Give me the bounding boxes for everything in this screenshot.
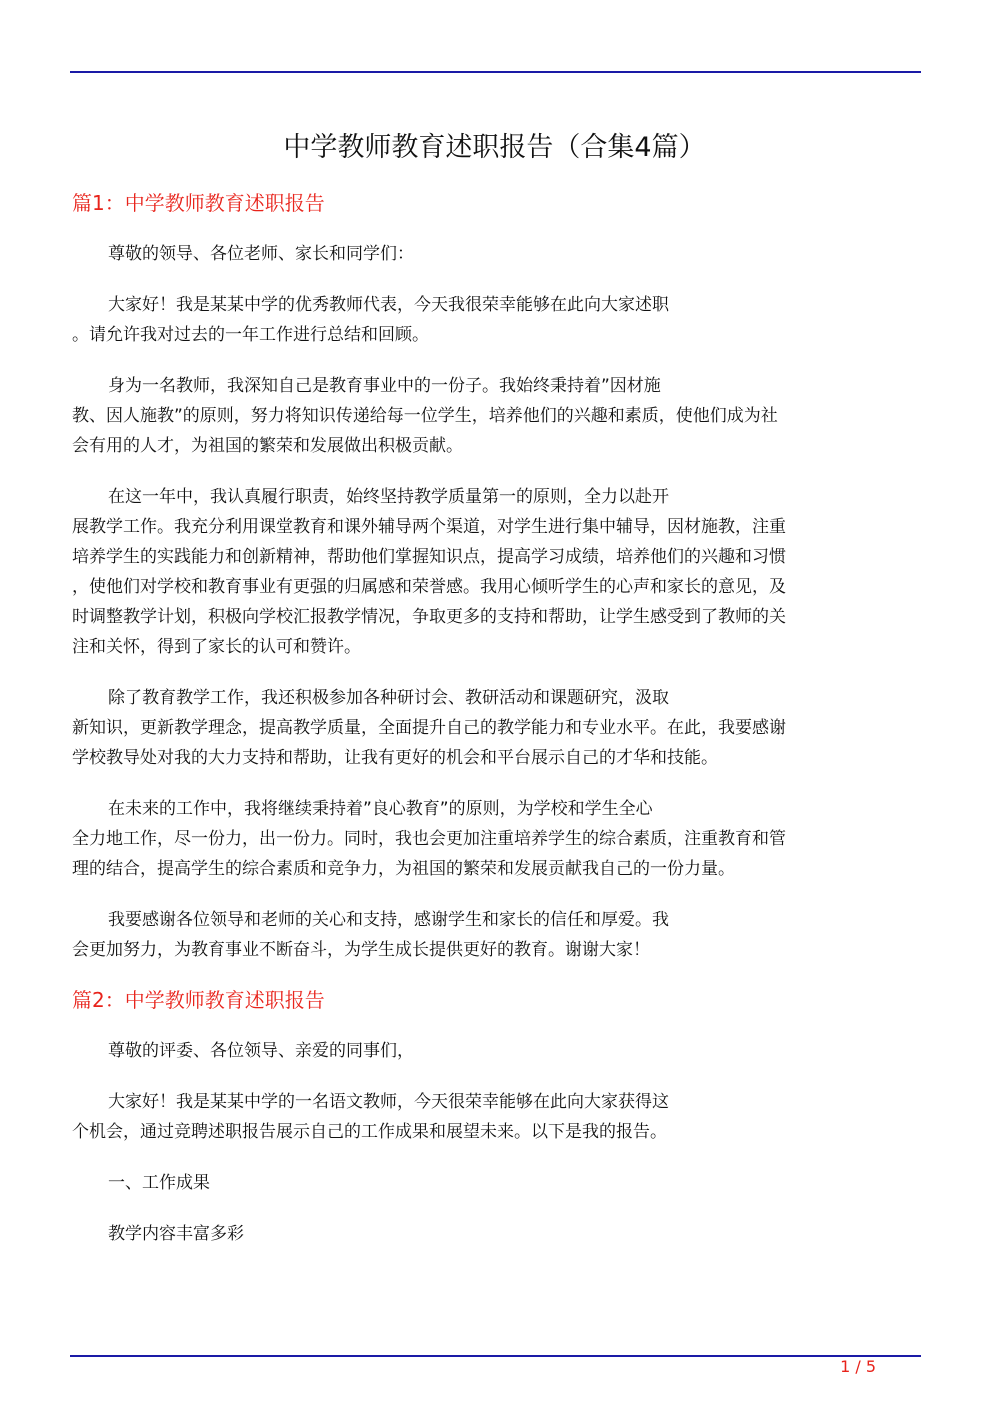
document-body: [72, 128, 917, 1249]
paragraph-line: 我要感谢各位领导和老师的关心和支持，感谢学生和家长的信任和厚爱。我: [108, 910, 669, 930]
paragraph-line: 会有用的人才，为祖国的繁荣和发展做出积极贡献。: [72, 436, 463, 456]
paragraph-line: 展教学工作。我充分利用课堂教育和课外辅导两个渠道，对学生进行集中辅导，因材施教，注重: [72, 517, 786, 537]
paragraph-line: 教学内容丰富多彩: [108, 1224, 244, 1244]
paragraph: [72, 290, 917, 350]
section-heading: 篇2：中学教师教育述职报告: [72, 988, 325, 1012]
paragraph-line: 大家好！我是某某中学的一名语文教师，今天很荣幸能够在此向大家获得这: [108, 1092, 669, 1112]
paragraph-line: 在这一年中，我认真履行职责，始终坚持教学质量第一的原则，全力以赴开: [108, 487, 669, 507]
paragraph-line: 尊敬的评委、各位领导、亲爱的同事们，: [108, 1041, 414, 1061]
footer-rule: [70, 1355, 921, 1357]
header-rule: [70, 71, 921, 73]
document-title: 中学教师教育述职报告（合集4篇）: [283, 132, 706, 163]
paragraph-line: 培养学生的实践能力和创新精神，帮助他们掌握知识点，提高学习成绩，培养他们的兴趣和习惯: [72, 547, 786, 567]
paragraph: [72, 239, 917, 269]
paragraph-line: 一、工作成果: [108, 1173, 210, 1193]
paragraph-line: 个机会，通过竞聘述职报告展示自己的工作成果和展望未来。以下是我的报告。: [72, 1122, 667, 1142]
paragraph-line: 全力地工作，尽一份力，出一份力。同时，我也会更加注重培养学生的综合素质，注重教育和管: [72, 829, 786, 849]
paragraph-line: ，使他们对学校和教育事业有更强的归属感和荣誉感。我用心倾听学生的心声和家长的意见，及: [72, 577, 786, 597]
paragraph-line: 理的结合，提高学生的综合素质和竞争力，为祖国的繁荣和发展贡献我自己的一份力量。: [72, 859, 735, 879]
paragraph-line: 在未来的工作中，我将继续秉持着”良心教育”的原则，为学校和学生全心: [108, 799, 653, 819]
page-number: 1 / 5: [840, 1357, 876, 1376]
paragraph: [72, 905, 917, 965]
paragraph-line: 新知识，更新教学理念，提高教学质量，全面提升自己的教学能力和专业水平。在此，我要感谢: [72, 718, 786, 738]
paragraph: [72, 1219, 917, 1249]
paragraph-line: 大家好！我是某某中学的优秀教师代表，今天我很荣幸能够在此向大家述职: [108, 295, 669, 315]
section-heading: 篇1：中学教师教育述职报告: [72, 191, 325, 215]
paragraph: [72, 683, 917, 773]
paragraph: [72, 1168, 917, 1198]
paragraph-line: 会更加努力，为教育事业不断奋斗，为学生成长提供更好的教育。谢谢大家！: [72, 940, 650, 960]
paragraph-line: 时调整教学计划，积极向学校汇报教学情况，争取更多的支持和帮助，让学生感受到了教师的关: [72, 607, 786, 627]
paragraph: [72, 1036, 917, 1066]
paragraph-line: 除了教育教学工作，我还积极参加各种研讨会、教研活动和课题研究，汲取: [108, 688, 669, 708]
paragraph: [72, 482, 917, 662]
paragraph: [72, 371, 917, 461]
paragraph-line: 身为一名教师，我深知自己是教育事业中的一份子。我始终秉持着”因材施: [108, 376, 661, 396]
sections: [72, 188, 917, 1249]
paragraph: [72, 1087, 917, 1147]
paragraph-line: 。请允许我对过去的一年工作进行总结和回顾。: [72, 325, 429, 345]
paragraph-line: 尊敬的领导、各位老师、家长和同学们：: [108, 244, 414, 264]
paragraph: [72, 794, 917, 884]
paragraph-line: 教、因人施教”的原则，努力将知识传递给每一位学生，培养他们的兴趣和素质，使他们成为社: [72, 406, 778, 426]
paragraph-line: 注和关怀，得到了家长的认可和赞许。: [72, 637, 361, 657]
paragraph-line: 学校教导处对我的大力支持和帮助，让我有更好的机会和平台展示自己的才华和技能。: [72, 748, 718, 768]
